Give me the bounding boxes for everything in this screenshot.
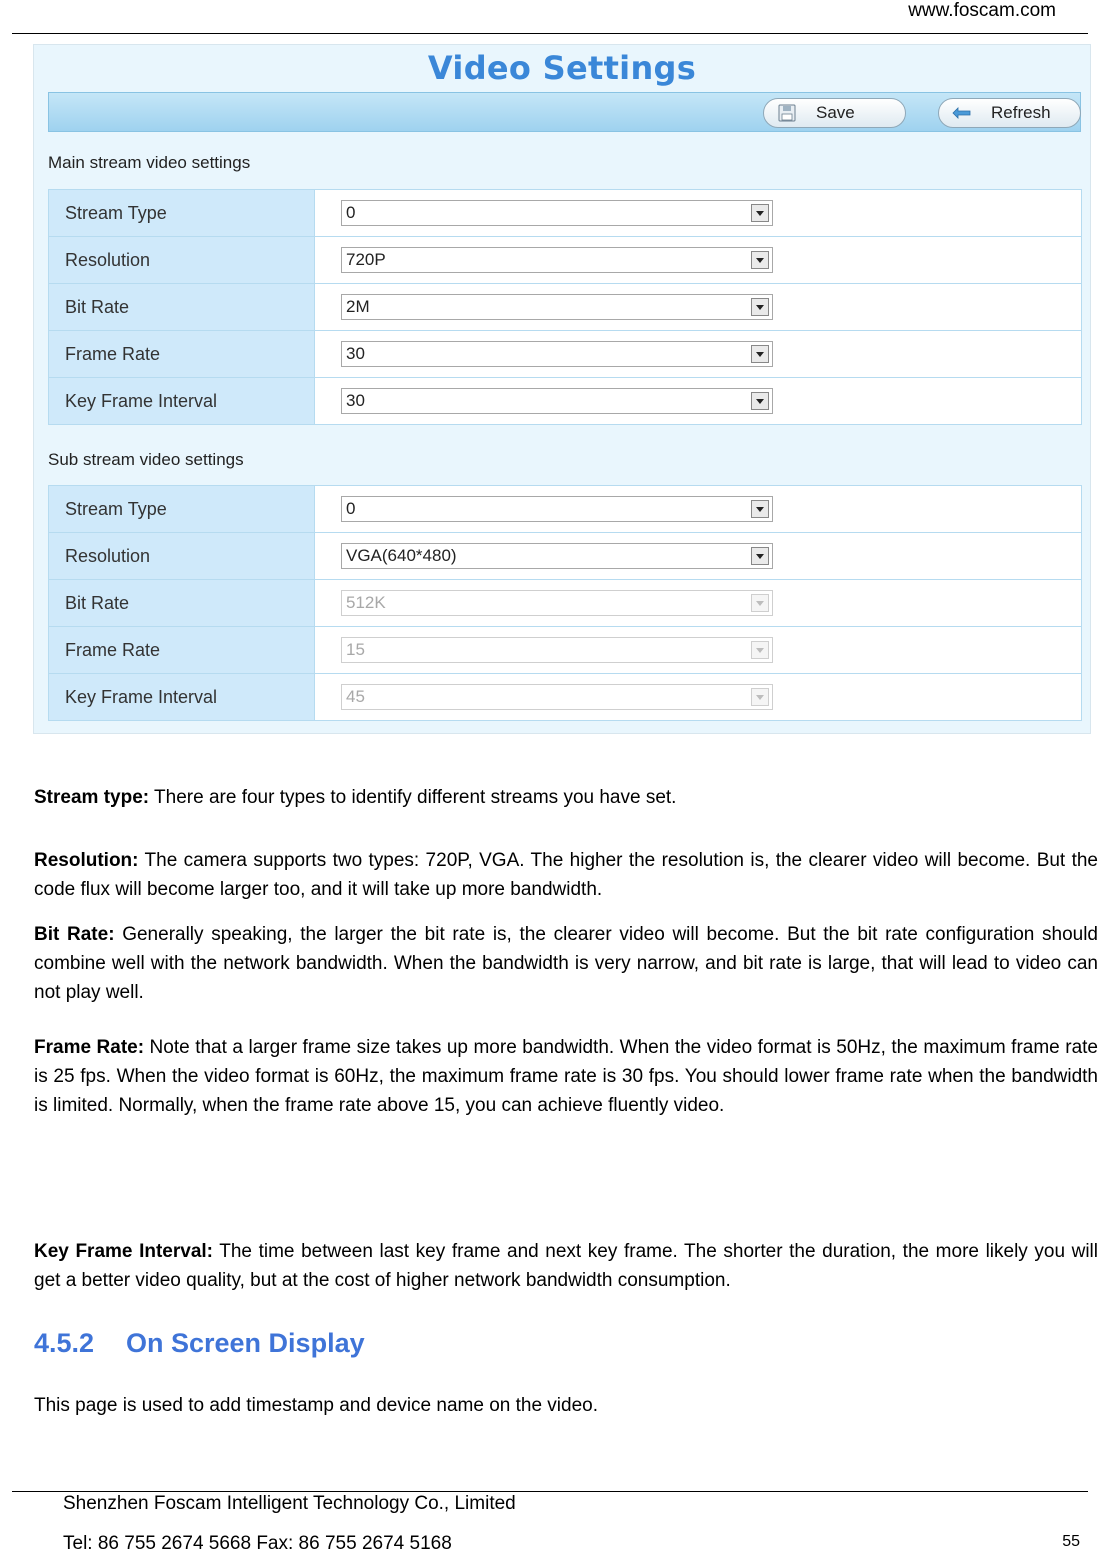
section-heading [34, 1328, 365, 1359]
dropdown-arrow-icon[interactable] [751, 204, 769, 222]
row-label: Key Frame Interval [49, 674, 315, 721]
description: Generally speaking, the larger the bit rate is, the clearer video will become. But the bit rate configuration should combine well with the network bandwidth. When the bandwidth is very narrow, and bit rate is large, that will lead to video can not play well. [34, 924, 1098, 1003]
save-label: Save [816, 103, 855, 122]
page-number: 55 [1062, 1533, 1080, 1550]
row-label: Frame Rate [49, 331, 315, 378]
select-value: 30 [346, 344, 365, 363]
paragraph-frame-rate [34, 1033, 1098, 1120]
video-settings-screenshot [33, 44, 1091, 734]
paragraph-resolution [34, 846, 1098, 904]
description: The camera supports two types: 720P, VGA. The higher the resolution is, the clearer video will become. But the code flux will become larger too, and it will take up more bandwidth. [34, 850, 1098, 900]
section-intro: This page is used to add timestamp and device name on the video. [34, 1395, 599, 1416]
stream-type-select[interactable] [341, 496, 773, 522]
stream-type-select[interactable] [341, 200, 773, 226]
resolution-select[interactable] [341, 543, 773, 569]
row-label: Bit Rate [49, 284, 315, 331]
sub-stream-table [48, 485, 1082, 721]
dropdown-arrow-icon[interactable] [751, 500, 769, 518]
term: Frame Rate: [34, 1037, 145, 1058]
bit-rate-select [341, 590, 773, 616]
paragraph-stream-type [34, 783, 1098, 812]
row-label: Stream Type [49, 486, 315, 533]
paragraph-key-frame-interval [34, 1237, 1098, 1295]
refresh-arrow-icon [949, 104, 975, 122]
row-label: Stream Type [49, 190, 315, 237]
term: Stream type: [34, 787, 150, 808]
table-row [49, 533, 1082, 580]
select-value: 0 [346, 203, 356, 222]
footer-company: Shenzhen Foscam Intelligent Technology Co., Limited [63, 1493, 516, 1514]
frame-rate-select [341, 637, 773, 663]
table-row [49, 284, 1082, 331]
save-button[interactable] [763, 98, 906, 128]
header-url: www.foscam.com [908, 0, 1056, 21]
dropdown-arrow-icon[interactable] [751, 251, 769, 269]
section-number: 4.5.2 [34, 1328, 95, 1358]
table-row [49, 378, 1082, 425]
floppy-disk-icon [774, 104, 800, 122]
paragraph-bit-rate [34, 920, 1098, 1007]
select-value: 45 [346, 687, 365, 706]
select-value: 720P [346, 250, 386, 269]
term: Resolution: [34, 850, 139, 871]
table-row [49, 627, 1082, 674]
table-row [49, 674, 1082, 721]
panel-title: Video Settings [427, 49, 697, 87]
section-title: On Screen Display [126, 1328, 365, 1358]
header-divider [12, 33, 1088, 34]
term: Key Frame Interval: [34, 1241, 213, 1262]
toolbar [48, 92, 1081, 132]
select-value: 0 [346, 499, 356, 518]
footer-contact: Tel: 86 755 2674 5668 Fax: 86 755 2674 5168 [63, 1533, 452, 1554]
table-row [49, 190, 1082, 237]
description: Note that a larger frame size takes up more bandwidth. When the video format is 50Hz, the maximum frame rate is 25 fps. When the video format is 60Hz, the maximum frame rate is 30 fps. You should lower frame rate when the bandwidth is limited. Normally, when the frame rate above 15, you can achieve fluently video. [34, 1037, 1098, 1116]
description: There are four types to identify different streams you have set. [149, 787, 677, 808]
refresh-button[interactable] [938, 98, 1081, 128]
footer-divider [12, 1491, 1088, 1492]
refresh-label: Refresh [991, 103, 1051, 122]
key-frame-interval-select [341, 684, 773, 710]
frame-rate-select[interactable] [341, 341, 773, 367]
row-label: Bit Rate [49, 580, 315, 627]
term: Bit Rate: [34, 924, 115, 945]
select-value: 512K [346, 593, 386, 612]
select-value: 15 [346, 640, 365, 659]
table-row [49, 331, 1082, 378]
dropdown-arrow-icon[interactable] [751, 298, 769, 316]
row-label: Resolution [49, 533, 315, 580]
dropdown-arrow-icon [751, 641, 769, 659]
bit-rate-select[interactable] [341, 294, 773, 320]
dropdown-arrow-icon[interactable] [751, 547, 769, 565]
dropdown-arrow-icon [751, 594, 769, 612]
table-row [49, 486, 1082, 533]
select-value: 30 [346, 391, 365, 410]
table-row [49, 237, 1082, 284]
description: The time between last key frame and next key frame. The shorter the duration, the more likely you will get a better video quality, but at the cost of higher network bandwidth consumption. [34, 1241, 1099, 1291]
dropdown-arrow-icon[interactable] [751, 345, 769, 363]
select-value: 2M [346, 297, 370, 316]
sub-stream-heading: Sub stream video settings [48, 450, 244, 469]
dropdown-arrow-icon [751, 688, 769, 706]
dropdown-arrow-icon[interactable] [751, 392, 769, 410]
table-row [49, 580, 1082, 627]
select-value: VGA(640*480) [346, 546, 457, 565]
key-frame-interval-select[interactable] [341, 388, 773, 414]
row-label: Key Frame Interval [49, 378, 315, 425]
main-stream-table [48, 189, 1082, 425]
row-label: Resolution [49, 237, 315, 284]
resolution-select[interactable] [341, 247, 773, 273]
row-label: Frame Rate [49, 627, 315, 674]
main-stream-heading: Main stream video settings [48, 153, 251, 172]
